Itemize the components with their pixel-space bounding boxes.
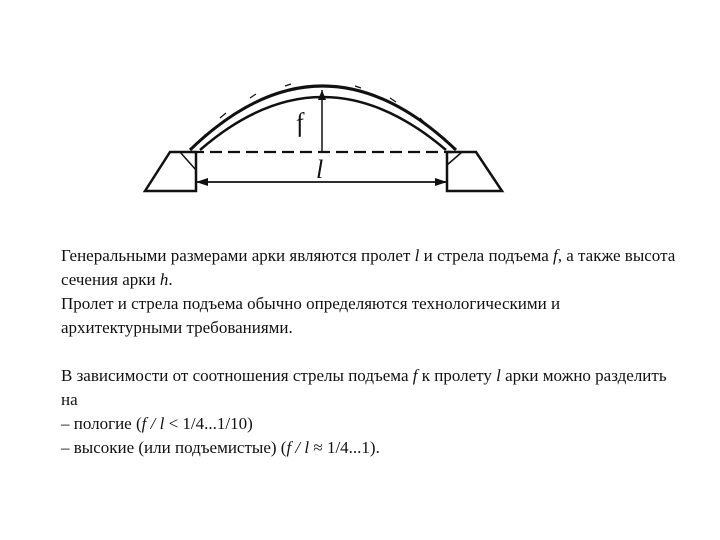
list-item-high	[61, 436, 681, 460]
arch-inner-curve	[200, 97, 446, 150]
italic-symbol: l	[414, 246, 420, 265]
paragraph-requirements	[61, 292, 681, 340]
text-run: Генеральными размерами арки являются пролет	[61, 246, 415, 265]
rise-label: f	[293, 107, 306, 138]
span-arrow-right	[435, 178, 447, 186]
paragraph-classification	[61, 364, 681, 412]
right-support-hatch	[447, 152, 462, 165]
text-run: – высокие (или подъемистые) (	[61, 438, 287, 457]
list-item-shallow	[61, 412, 681, 436]
text-block	[61, 244, 681, 460]
italic-symbol: f	[412, 366, 418, 385]
arch-diagram	[0, 0, 720, 240]
italic-symbol: h	[159, 270, 169, 289]
left-support-hatch	[180, 152, 196, 170]
paragraph-dimensions	[61, 244, 681, 292]
text-run: Пролет и стрела подъема обычно определяются технологическими и архитектурными требованиями.	[61, 294, 561, 337]
text-run: В зависимости от соотношения стрелы подъема	[61, 366, 413, 385]
left-support	[145, 152, 196, 191]
text-run: .	[168, 270, 173, 289]
text-run: ≈ 1/4...1).	[309, 438, 380, 457]
span-arrow-left	[196, 178, 208, 186]
italic-symbol: l	[496, 366, 501, 385]
text-run: – пологие (	[61, 414, 142, 433]
italic-symbol: f / l	[286, 438, 310, 457]
text-run: , а также высота сечения арки	[61, 246, 676, 289]
italic-symbol: f	[553, 246, 558, 265]
text-run: к пролету	[417, 366, 497, 385]
span-label: l	[316, 155, 324, 184]
text-run: < 1/4...1/10)	[164, 414, 253, 433]
text-run: и стрела подъема	[419, 246, 554, 265]
italic-symbol: f / l	[141, 414, 165, 433]
text-run: арки можно разделить на	[61, 366, 667, 409]
rise-arrow-top	[318, 90, 326, 100]
